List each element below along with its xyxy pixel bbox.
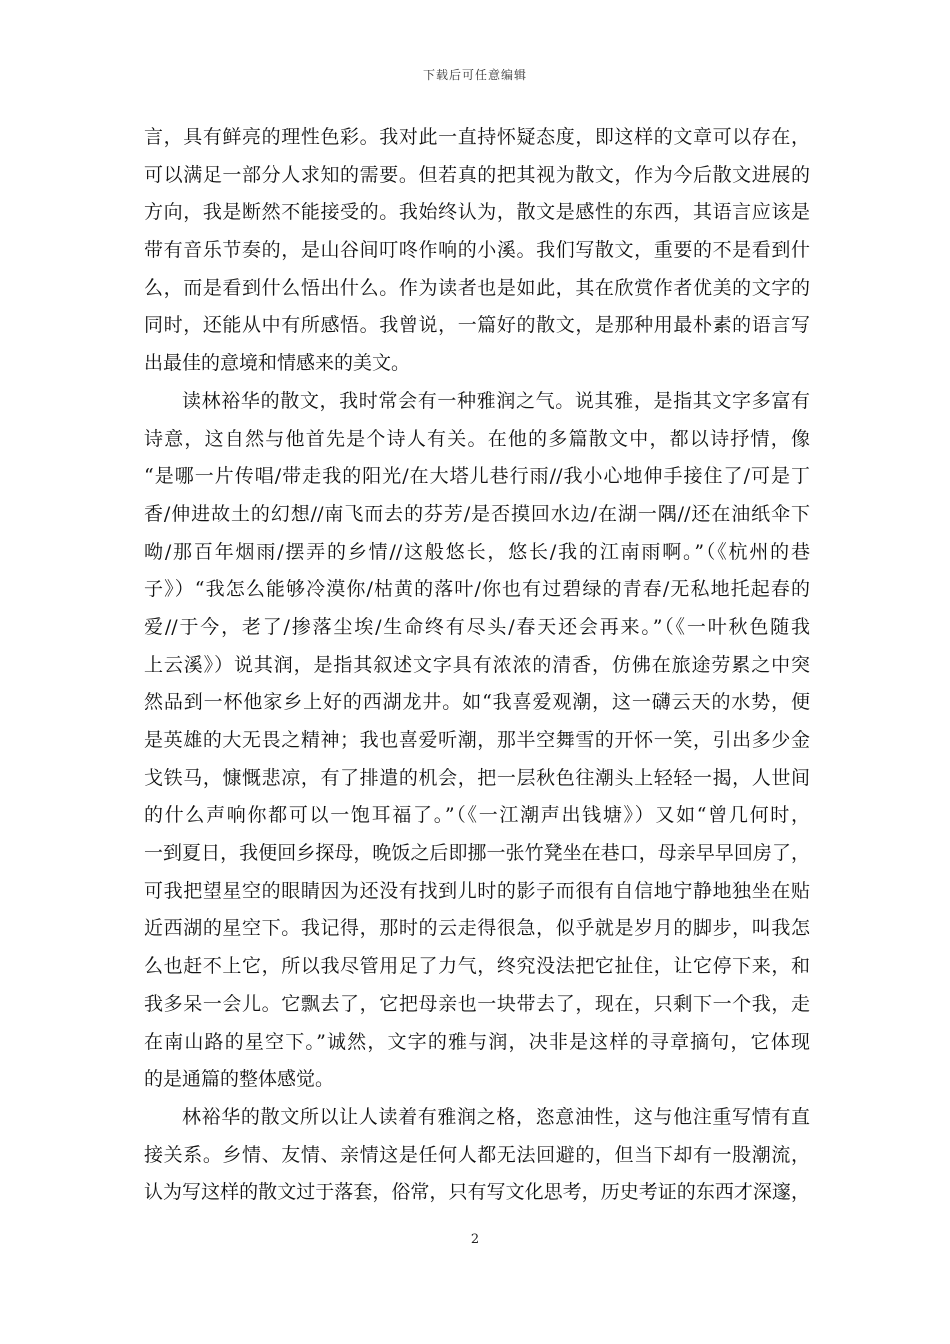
text-line: 子》）“我怎么能够冷漠你/枯黄的落叶/你也有过碧绿的青春/无私地托起春的 — [144, 578, 810, 601]
paragraph — [144, 383, 810, 1099]
text-line: 上云溪》）说其润，是指其叙述文字具有浓浓的清香，仿佛在旅途劳累之中突 — [144, 653, 810, 676]
text-line: 爱//于今，老了/掺落尘埃/生命终有尽头/春天还会再来。”（《一叶秋色随我 — [144, 615, 810, 638]
text-line: 带有音乐节奏的，是山谷间叮咚作响的小溪。我们写散文，重要的不是看到什 — [144, 239, 810, 262]
text-line: 诗意，这自然与他首先是个诗人有关。在他的多篇散文中，都以诗抒情，像 — [144, 427, 810, 450]
text-line: 么也赶不上它，所以我尽管用足了力气，终究没法把它扯住，让它停下来，和 — [144, 955, 810, 978]
text-line: 同时，还能从中有所感悟。我曾说，一篇好的散文，是那种用最朴素的语言写 — [144, 314, 810, 337]
text-line: 我多呆一会儿。它飘去了，它把母亲也一块带去了，现在，只剩下一个我，走 — [144, 992, 810, 1015]
text-line: 的什么声响你都可以一饱耳福了。”（《一江潮声出钱塘》）又如“曾几何时， — [144, 804, 810, 827]
paragraph — [144, 1099, 810, 1212]
text-line: 然品到一杯他家乡上好的西湖龙井。如“我喜爱观潮，这一礴云天的水势，便 — [144, 691, 810, 714]
text-line: 方向，我是断然不能接受的。我始终认为，散文是感性的东西，其语言应该是 — [144, 201, 810, 224]
body-text — [144, 119, 810, 1212]
text-line: 在南山路的星空下。”诚然，文字的雅与润，决非是这样的寻章摘句，它体现 — [144, 1030, 810, 1053]
text-line: 的是通篇的整体感觉。 — [144, 1068, 335, 1091]
text-line: 接关系。乡情、友情、亲情这是任何人都无法回避的，但当下却有一股潮流， — [144, 1143, 810, 1166]
text-line: 言，具有鲜亮的理性色彩。我对此一直持怀疑态度，即这样的文章可以存在， — [144, 126, 810, 148]
page-header: 下载后可任意编辑 — [422, 68, 527, 82]
text-line: 近西湖的星空下。我记得，那时的云走得很急，似乎就是岁月的脚步，叫我怎 — [144, 917, 810, 940]
text-line: 可我把望星空的眼睛因为还没有找到儿时的影子而很有自信地宁静地独坐在贴 — [144, 879, 810, 902]
text-line: 戈铁马，慷慨悲凉，有了排遣的机会，把一层秋色往潮头上轻轻一揭，人世间 — [144, 766, 810, 789]
text-line: 可以满足一部分人求知的需要。但若真的把其视为散文，作为今后散文进展的 — [144, 163, 810, 186]
text-line: 呦/那百年烟雨/摆弄的乡情//这般悠长，悠长/我的江南雨啊。”（《杭州的巷 — [144, 540, 810, 563]
text-line: 认为写这样的散文过于落套，俗常，只有写文化思考，历史考证的东西才深邃， — [144, 1181, 810, 1204]
text-line: 读林裕华的散文，我时常会有一种雅润之气。说其雅，是指其文字多富有 — [182, 389, 810, 412]
text-line: 么，而是看到什么悟出什么。作为读者也是如此，其在欣赏作者优美的文字的 — [144, 276, 810, 299]
text-line: 香/伸进故土的幻想//南飞而去的芬芳/是否摸回水边/在湖一隅//还在油纸伞下 — [144, 502, 810, 525]
page-number: 2 — [470, 1232, 480, 1247]
text-line: “是哪一片传唱/带走我的阳光/在大塔儿巷行雨//我小心地伸手接住了/可是丁 — [144, 465, 810, 488]
text-line: 一到夏日，我便回乡探母，晚饭之后即挪一张竹凳坐在巷口，母亲早早回房了， — [144, 842, 810, 865]
text-line: 林裕华的散文所以让人读着有雅润之格，恣意油性，这与他注重写情有直 — [182, 1105, 810, 1128]
paragraph — [144, 119, 810, 383]
text-line: 出最佳的意境和情感来的美文。 — [144, 352, 411, 375]
text-line: 是英雄的大无畏之精神；我也喜爱听潮，那半空舞雪的开怀一笑，引出多少金 — [144, 729, 810, 751]
